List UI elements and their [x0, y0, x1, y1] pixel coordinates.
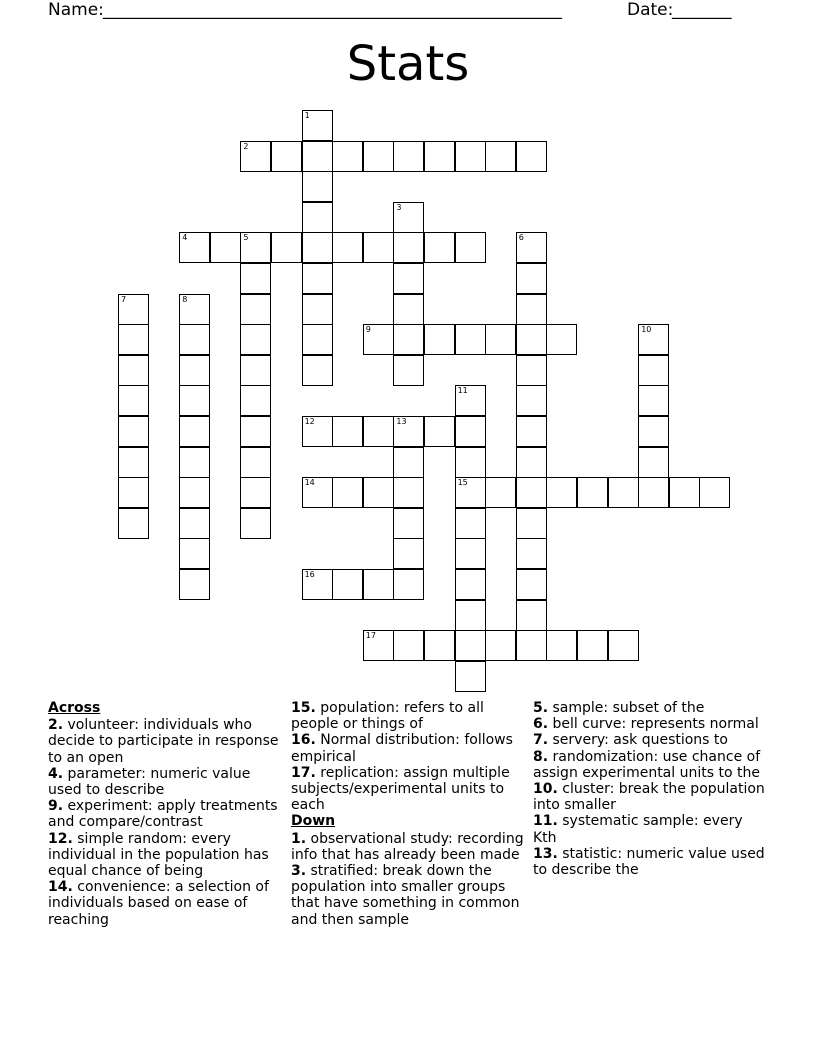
clue-number: 10. — [533, 781, 558, 798]
cell-number: 17 — [365, 631, 376, 641]
clue-column-3 — [533, 700, 769, 878]
grid-cell[interactable] — [393, 141, 424, 172]
grid-cell[interactable] — [393, 538, 424, 569]
clue-number: 16. — [291, 732, 316, 749]
grid-cell[interactable] — [393, 232, 424, 263]
grid-cell[interactable] — [302, 477, 333, 508]
clue-number: 5. — [533, 700, 549, 716]
grid-cell[interactable] — [638, 416, 669, 447]
grid-cell[interactable] — [332, 569, 363, 600]
clue-text: replication: assign multiple subjects/experimental units to each — [291, 764, 510, 814]
grid-cell[interactable] — [669, 477, 700, 508]
grid-cell[interactable] — [516, 538, 547, 569]
grid-cell[interactable] — [455, 630, 486, 661]
grid-cell[interactable] — [699, 477, 730, 508]
grid-cell[interactable] — [302, 232, 333, 263]
cell-number: 4 — [182, 233, 188, 243]
grid-cell[interactable] — [302, 324, 333, 355]
cell-number: 2 — [243, 141, 249, 151]
grid-cell[interactable] — [393, 630, 424, 661]
clue-across-17 — [291, 765, 524, 814]
cell-number: 16 — [304, 570, 315, 579]
grid-cell[interactable] — [608, 630, 639, 661]
grid-cell[interactable] — [118, 447, 149, 478]
clue-text: bell curve: represents normal — [552, 716, 759, 733]
down-heading: Down — [291, 813, 336, 830]
grid-cell[interactable] — [363, 477, 394, 508]
grid-cell[interactable] — [302, 355, 333, 386]
grid-cell[interactable] — [363, 569, 394, 600]
grid-cell[interactable] — [179, 538, 210, 569]
cell-number: 3 — [396, 202, 402, 212]
clue-text: sample: subset of the — [552, 700, 705, 716]
grid-cell[interactable] — [516, 385, 547, 416]
clue-text: simple random: every individual in the population has equal chance of being — [48, 830, 269, 880]
cell-number: 13 — [396, 417, 407, 426]
grid-cell[interactable] — [118, 508, 149, 539]
clue-across-14 — [48, 879, 280, 928]
grid-cell[interactable] — [210, 232, 241, 263]
grid-cell[interactable] — [302, 141, 333, 172]
clue-number: 15. — [291, 700, 316, 716]
grid-cell[interactable] — [240, 477, 271, 508]
grid-cell[interactable] — [302, 569, 333, 600]
clue-text: randomization: use chance of assign experimental units to the — [533, 748, 761, 781]
grid-cell[interactable] — [271, 141, 302, 172]
grid-cell[interactable] — [118, 355, 149, 386]
grid-cell[interactable] — [638, 324, 669, 355]
grid-cell[interactable] — [393, 447, 424, 478]
grid-cell[interactable] — [240, 232, 271, 263]
grid-cell[interactable] — [516, 294, 547, 325]
clue-across-16 — [291, 732, 524, 764]
clue-across-2 — [48, 717, 280, 766]
clue-down-13 — [533, 846, 769, 878]
grid-cell[interactable] — [638, 477, 669, 508]
grid-cell[interactable] — [455, 416, 486, 447]
clue-text: convenience: a selection of individuals based on ease of reaching — [48, 879, 269, 928]
grid-cell[interactable] — [332, 232, 363, 263]
name-label: Name: — [48, 0, 104, 20]
clue-down-5 — [533, 700, 769, 716]
grid-cell[interactable] — [179, 477, 210, 508]
grid-cell[interactable] — [638, 385, 669, 416]
grid-cell[interactable] — [455, 600, 486, 631]
grid-cell[interactable] — [332, 141, 363, 172]
grid-cell[interactable] — [424, 630, 455, 661]
grid-cell[interactable] — [516, 477, 547, 508]
cell-number: 15 — [457, 478, 468, 488]
grid-cell[interactable] — [424, 141, 455, 172]
grid-cell[interactable] — [179, 232, 210, 263]
grid-cell[interactable] — [516, 232, 547, 263]
cell-number: 8 — [182, 294, 188, 304]
grid-cell[interactable] — [455, 447, 486, 478]
grid-cell[interactable] — [363, 416, 394, 447]
grid-cell[interactable] — [179, 385, 210, 416]
grid-cell[interactable] — [455, 538, 486, 569]
grid-cell[interactable] — [393, 416, 424, 447]
clue-down-8 — [533, 749, 769, 781]
clue-number: 14. — [48, 879, 73, 896]
grid-cell[interactable] — [118, 294, 149, 325]
grid-cell[interactable] — [455, 232, 486, 263]
grid-cell[interactable] — [393, 324, 424, 355]
grid-cell[interactable] — [516, 324, 547, 355]
grid-cell[interactable] — [516, 355, 547, 386]
grid-cell[interactable] — [302, 294, 333, 325]
grid-cell[interactable] — [455, 141, 486, 172]
grid-cell[interactable] — [424, 416, 455, 447]
page-title: Stats — [346, 36, 470, 92]
grid-cell[interactable] — [240, 416, 271, 447]
name-line[interactable]: ______________________________________________________ — [103, 0, 562, 20]
grid-cell[interactable] — [485, 324, 516, 355]
clue-down-3 — [291, 863, 524, 928]
clue-across-9 — [48, 798, 280, 830]
grid-cell[interactable] — [363, 232, 394, 263]
grid-cell[interactable] — [455, 569, 486, 600]
grid-cell[interactable] — [393, 477, 424, 508]
cell-number: 12 — [304, 417, 315, 426]
grid-cell[interactable] — [363, 630, 394, 661]
grid-cell[interactable] — [118, 385, 149, 416]
clue-text: systematic sample: every Kth — [533, 813, 743, 846]
grid-cell[interactable] — [577, 630, 608, 661]
cell-number: 7 — [121, 294, 127, 304]
grid-cell[interactable] — [393, 508, 424, 539]
clue-column-2 — [291, 700, 524, 928]
across-heading: Across — [48, 700, 101, 716]
grid-cell[interactable] — [118, 416, 149, 447]
grid-cell[interactable] — [240, 294, 271, 325]
clue-number: 1. — [291, 830, 307, 847]
grid-cell[interactable] — [546, 324, 577, 355]
grid-cell[interactable] — [455, 385, 486, 416]
clue-text: stratified: break down the population into smaller groups that have something in common and then sample — [291, 863, 520, 928]
grid-cell[interactable] — [393, 294, 424, 325]
clue-down-11 — [533, 813, 769, 845]
grid-cell[interactable] — [516, 508, 547, 539]
grid-cell[interactable] — [363, 324, 394, 355]
grid-cell[interactable] — [516, 263, 547, 294]
clue-down-7 — [533, 732, 769, 748]
grid-cell[interactable] — [516, 600, 547, 631]
grid-cell[interactable] — [240, 141, 271, 172]
date-label: Date: — [627, 0, 674, 20]
grid-cell[interactable] — [455, 324, 486, 355]
grid-cell[interactable] — [393, 202, 424, 233]
clue-text: statistic: numeric value used to describe the — [533, 845, 765, 879]
clue-text: observational study: recording info that has already been made — [291, 830, 524, 863]
clue-text: Normal distribution: follows empirical — [291, 732, 513, 765]
cell-number: 10 — [641, 325, 652, 335]
clue-number: 3. — [291, 863, 307, 880]
cell-number: 6 — [518, 233, 524, 243]
grid-cell[interactable] — [179, 569, 210, 600]
grid-cell[interactable] — [363, 141, 394, 172]
grid-cell[interactable] — [546, 477, 577, 508]
clue-column-1 — [48, 700, 280, 928]
grid-cell[interactable] — [455, 477, 486, 508]
clue-number: 13. — [533, 845, 558, 862]
clue-number: 8. — [533, 748, 549, 765]
grid-cell[interactable] — [240, 385, 271, 416]
clue-number: 2. — [48, 717, 64, 734]
grid-cell[interactable] — [516, 141, 547, 172]
grid-cell[interactable] — [516, 416, 547, 447]
clue-number: 4. — [48, 765, 64, 782]
grid-cell[interactable] — [118, 324, 149, 355]
grid-cell[interactable] — [485, 141, 516, 172]
grid-cell[interactable] — [455, 661, 486, 692]
grid-cell[interactable] — [332, 416, 363, 447]
grid-cell[interactable] — [179, 447, 210, 478]
grid-cell[interactable] — [302, 202, 333, 233]
grid-cell[interactable] — [455, 508, 486, 539]
grid-cell[interactable] — [393, 569, 424, 600]
clue-down-10 — [533, 781, 769, 813]
clue-text: population: refers to all people or things of — [291, 700, 484, 733]
cell-number: 11 — [457, 386, 468, 396]
grid-cell[interactable] — [179, 324, 210, 355]
grid-cell[interactable] — [302, 110, 333, 141]
clue-down-6 — [533, 716, 769, 732]
clue-across-4 — [48, 766, 280, 798]
grid-cell[interactable] — [179, 294, 210, 325]
grid-cell[interactable] — [516, 447, 547, 478]
grid-cell[interactable] — [516, 569, 547, 600]
clue-number: 12. — [48, 830, 73, 847]
grid-cell[interactable] — [179, 416, 210, 447]
cell-number: 14 — [304, 478, 315, 488]
clue-number: 11. — [533, 813, 558, 830]
grid-cell[interactable] — [302, 416, 333, 447]
grid-cell[interactable] — [638, 355, 669, 386]
cell-number: 9 — [365, 325, 371, 335]
grid-cell[interactable] — [240, 355, 271, 386]
grid-cell[interactable] — [240, 263, 271, 294]
clue-number: 17. — [291, 764, 316, 781]
grid-cell[interactable] — [240, 324, 271, 355]
clue-across-15 — [291, 700, 524, 732]
grid-cell[interactable] — [302, 171, 333, 202]
grid-cell[interactable] — [546, 630, 577, 661]
grid-cell[interactable] — [485, 630, 516, 661]
grid-cell[interactable] — [271, 232, 302, 263]
grid-cell[interactable] — [638, 447, 669, 478]
grid-cell[interactable] — [424, 324, 455, 355]
grid-cell[interactable] — [516, 630, 547, 661]
clue-text: cluster: break the population into smaller — [533, 781, 765, 814]
grid-cell[interactable] — [302, 263, 333, 294]
clue-text: parameter: numeric value used to describe — [48, 765, 251, 799]
clue-text: experiment: apply treatments and compare/contrast — [48, 798, 278, 831]
date-line[interactable]: _______ — [672, 0, 732, 20]
grid-cell[interactable] — [118, 477, 149, 508]
clue-number: 7. — [533, 732, 549, 749]
grid-cell[interactable] — [393, 355, 424, 386]
clue-number: 6. — [533, 716, 549, 733]
clue-number: 9. — [48, 798, 64, 815]
grid-cell[interactable] — [577, 477, 608, 508]
grid-cell[interactable] — [424, 232, 455, 263]
clue-text: volunteer: individuals who decide to participate in response to an open — [48, 717, 279, 766]
grid-cell[interactable] — [240, 447, 271, 478]
clue-text: servery: ask questions to — [552, 732, 728, 749]
cell-number: 5 — [243, 233, 249, 243]
cell-number: 1 — [304, 111, 310, 120]
grid-cell[interactable] — [240, 508, 271, 539]
grid-cell[interactable] — [179, 508, 210, 539]
grid-cell[interactable] — [332, 477, 363, 508]
grid-cell[interactable] — [393, 263, 424, 294]
grid-cell[interactable] — [485, 477, 516, 508]
grid-cell[interactable] — [608, 477, 639, 508]
clue-down-1 — [291, 831, 524, 863]
grid-cell[interactable] — [179, 355, 210, 386]
clue-across-12 — [48, 831, 280, 880]
